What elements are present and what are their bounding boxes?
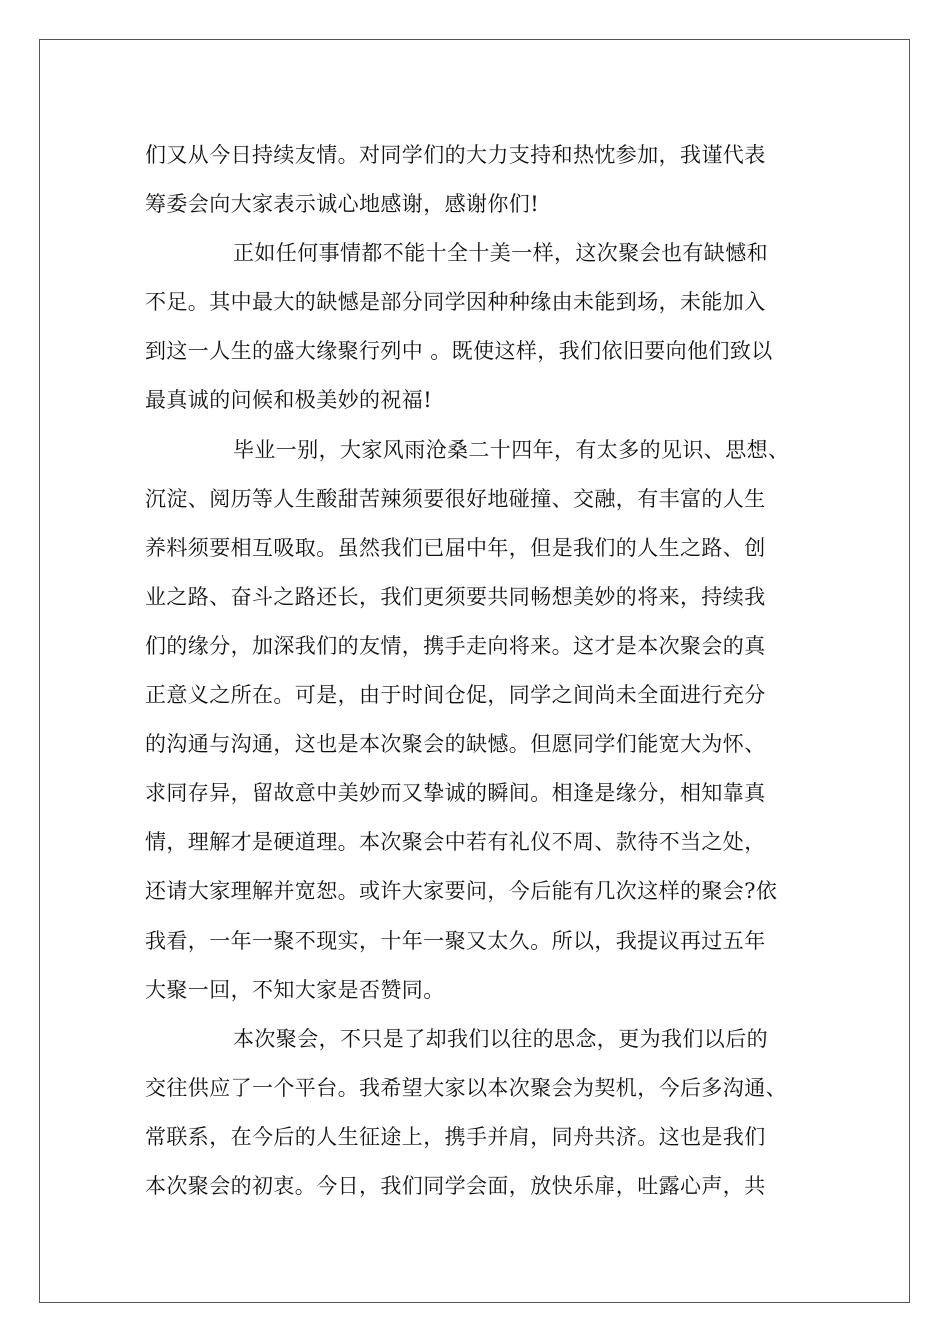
text-line-16: 还请大家理解并宽恕。或许大家要问，今后能有几次这样的聚会?依 — [145, 879, 778, 904]
text-line-13: 的沟通与沟通，这也是本次聚会的缺憾。但愿同学们能宽大为怀、 — [145, 732, 766, 757]
text-line-10: 业之路、奋斗之路还长，我们更须要共同畅想美妙的将来，持续我 — [145, 584, 766, 609]
text-line-5: 到这一人生的盛大缘聚行列中 。既使这样，我们依旧要向他们致以 — [145, 339, 773, 364]
text-line-2: 筹委会向大家表示诚心地感谢，感谢你们! — [145, 192, 540, 217]
text-line-20: 交往供应了一个平台。我希望大家以本次聚会为契机，今后多沟通、 — [145, 1075, 787, 1100]
text-line-18: 大聚一回，不知大家是否赞同。 — [145, 977, 445, 1002]
text-line-17: 我看，一年一聚不现实，十年一聚又太久。所以，我提议再过五年 — [145, 928, 766, 953]
text-line-3: 正如任何事情都不能十全十美一样，这次聚会也有缺憾和 — [233, 241, 768, 266]
text-line-12: 正意义之所在。可是，由于时间仓促，同学之间尚未全面进行充分 — [145, 683, 766, 708]
text-line-9: 养料须要相互吸取。虽然我们已届中年，但是我们的人生之路、创 — [145, 535, 766, 560]
text-line-6: 最真诚的问候和极美妙的祝福! — [145, 388, 433, 413]
text-line-4: 不足。其中最大的缺憾是部分同学因种种缘由未能到场，未能加入 — [145, 290, 766, 315]
text-line-19: 本次聚会，不只是了却我们以往的思念，更为我们以后的 — [233, 1026, 768, 1051]
text-line-8: 沉淀、阅历等人生酸甜苦辣须要很好地碰撞、交融，有丰富的人生 — [145, 486, 766, 511]
text-line-1: 们又从今日持续友情。对同学们的大力支持和热忱参加，我谨代表 — [145, 143, 766, 167]
text-line-7: 毕业一别，大家风雨沧桑二十四年，有太多的见识、思想、 — [233, 437, 790, 462]
document-body — [145, 131, 845, 1211]
text-line-22: 本次聚会的初衷。今日，我们同学会面，放快乐扉，吐露心声，共 — [145, 1173, 766, 1198]
text-line-14: 求同存异，留故意中美妙而又挚诚的瞬间。相逢是缘分，相知靠真 — [145, 781, 766, 806]
text-line-15: 情，理解才是硬道理。本次聚会中若有礼仪不周、款待不当之处， — [145, 830, 766, 855]
text-line-11: 们的缘分，加深我们的友情，携手走向将来。这才是本次聚会的真 — [145, 633, 766, 658]
text-line-21: 常联系，在今后的人生征途上，携手并肩，同舟共济。这也是我们 — [145, 1124, 766, 1149]
